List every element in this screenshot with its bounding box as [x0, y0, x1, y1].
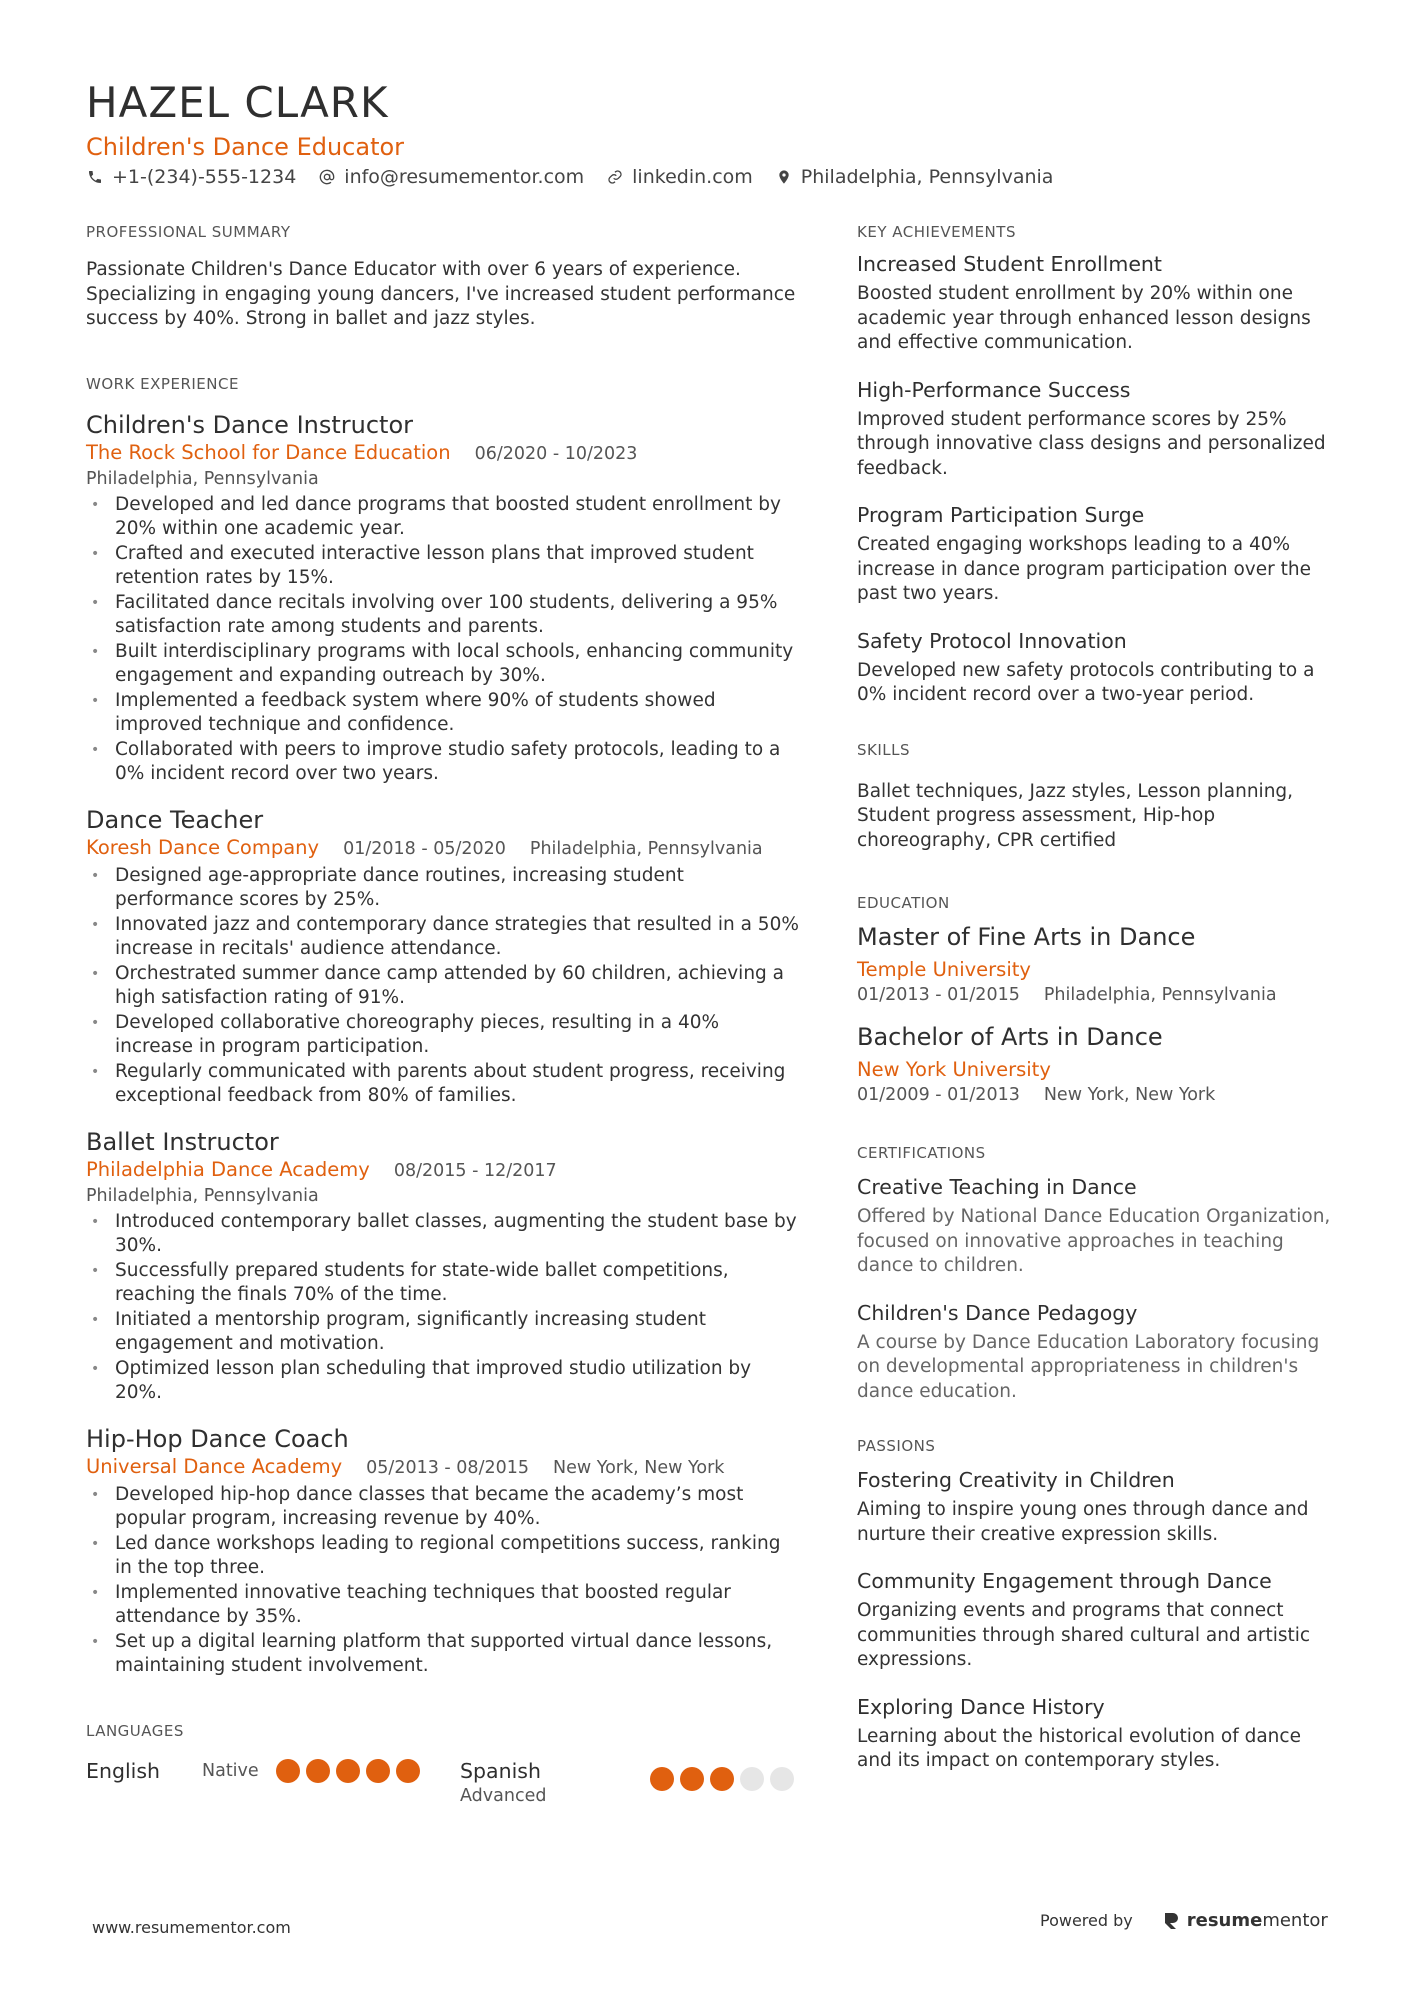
achievements-heading: KEY ACHIEVEMENTS	[857, 223, 1016, 241]
job-location: New York, New York	[553, 1457, 725, 1478]
education-school: New York University	[857, 1058, 1051, 1081]
achievement-desc: Developed new safety protocols contributing to a 0% incident record over a two-year period.	[857, 659, 1315, 705]
language-item	[86, 1757, 460, 1785]
achievement-item	[857, 376, 1337, 482]
achievement-item	[857, 627, 1337, 708]
at-icon	[318, 168, 336, 186]
job-meta	[86, 1454, 800, 1481]
job-entry	[86, 410, 800, 787]
rating-dot	[710, 1767, 734, 1791]
certification-item	[857, 1173, 1337, 1279]
job-meta	[86, 1157, 800, 1184]
job-meta	[86, 835, 800, 862]
job-bullet: • Successfully prepared students for state-wide ballet competitions, reaching the finals 70% of the time.	[86, 1259, 800, 1308]
job-bullets	[86, 1210, 800, 1406]
job-bullet: • Orchestrated summer dance camp attended by 60 children, achieving a high satisfaction rating of 91%.	[86, 962, 800, 1011]
job-bullets	[86, 864, 800, 1109]
contact-email[interactable]	[318, 164, 584, 190]
certifications-section	[857, 1141, 1337, 1404]
achievement-title: Increased Student Enrollment	[857, 252, 1162, 276]
job-company: Universal Dance Academy	[86, 1454, 343, 1478]
job-bullet: • Developed hip-hop dance classes that became the academy’s most popular program, increasing revenue by 40%.	[86, 1483, 800, 1532]
job-bullet: • Designed age-appropriate dance routines, increasing student performance scores by 25%.	[86, 864, 800, 913]
job-entry	[86, 805, 800, 1109]
job-bullet: • Initiated a mentorship program, significantly increasing student engagement and motivation.	[86, 1308, 800, 1357]
education-location: Philadelphia, Pennsylvania	[1043, 985, 1277, 1005]
job-company: Philadelphia Dance Academy	[86, 1157, 370, 1181]
footer-website[interactable]: www.resumementor.com	[92, 1918, 291, 1937]
language-level: Advanced	[460, 1785, 547, 1806]
rating-dot	[740, 1767, 764, 1791]
education-location: New York, New York	[1043, 1085, 1216, 1105]
education-dates: 01/2013 - 01/2015	[857, 985, 1020, 1005]
powered-by-text: Powered by	[1040, 1911, 1133, 1930]
certification-desc: Offered by National Dance Education Organization, focused on innovative approaches in teaching dance to children.	[857, 1206, 1331, 1276]
job-dates: 01/2018 - 05/2020	[343, 838, 506, 859]
left-column	[86, 220, 800, 1807]
passion-desc: Organizing events and programs that connect communities through shared cultural and artistic expressions.	[857, 1600, 1311, 1670]
job-bullet: • Facilitated dance recitals involving over 100 students, delivering a 95% satisfaction rate among students and parents.	[86, 591, 800, 640]
job-bullet: • Crafted and executed interactive lesson plans that improved student retention rates by 15%.	[86, 542, 800, 591]
rating-dot	[396, 1759, 420, 1783]
achievement-desc: Created engaging workshops leading to a 40% increase in dance program participation over the past two years.	[857, 534, 1311, 604]
rating-dot	[650, 1767, 674, 1791]
experience-heading: WORK EXPERIENCE	[86, 374, 239, 393]
job-entry	[86, 1127, 800, 1406]
contact-location	[775, 164, 1054, 190]
language-name: Spanish	[460, 1758, 541, 1783]
achievement-title: Program Participation Surge	[857, 503, 1145, 527]
job-bullet: • Innovated jazz and contemporary dance strategies that resulted in a 50% increase in recitals' audience attendance.	[86, 913, 800, 962]
education-meta	[857, 983, 1337, 1007]
certifications-heading: CERTIFICATIONS	[857, 1144, 986, 1162]
achievement-item	[857, 501, 1337, 607]
job-dates: 06/2020 - 10/2023	[474, 443, 638, 464]
rating-dot	[336, 1759, 360, 1783]
contact-phone[interactable]	[86, 164, 296, 190]
education-meta	[857, 1083, 1337, 1107]
certification-item	[857, 1299, 1337, 1405]
job-dates: 08/2015 - 12/2017	[393, 1160, 557, 1181]
job-bullet: • Optimized lesson plan scheduling that improved studio utilization by 20%.	[86, 1357, 800, 1406]
achievement-item	[857, 250, 1337, 356]
languages-heading: LANGUAGES	[86, 1721, 184, 1740]
job-bullet: • Implemented a feedback system where 90% of students showed improved technique and confidence.	[86, 689, 800, 738]
brand-bold: resume	[1186, 1910, 1263, 1931]
achievement-desc: Improved student performance scores by 25% through innovative class designs and personalized feedback.	[857, 408, 1326, 479]
resumementor-logo-icon	[1163, 1911, 1181, 1931]
job-location: Philadelphia, Pennsylvania	[86, 1185, 319, 1206]
language-level: Native	[202, 1760, 259, 1781]
job-location: Philadelphia, Pennsylvania	[86, 468, 319, 489]
language-name: English	[86, 1758, 161, 1783]
education-section	[857, 891, 1337, 1107]
right-column	[857, 220, 1337, 1812]
contact-bar	[86, 164, 1075, 190]
brand-logo[interactable]	[1163, 1910, 1328, 1931]
education-heading: EDUCATION	[857, 894, 950, 912]
job-bullet: • Introduced contemporary ballet classes, augmenting the student base by 30%.	[86, 1210, 800, 1259]
passion-desc: Aiming to inspire young ones through dance and nurture their creative expression skills.	[857, 1499, 1309, 1545]
passions-section	[857, 1434, 1337, 1774]
skills-text: Ballet techniques, Jazz styles, Lesson planning, Student progress assessment, Hip-hop choreography, CPR certified	[857, 780, 1294, 851]
education-item	[857, 921, 1337, 1007]
job-entry	[86, 1424, 800, 1679]
certification-desc: A course by Dance Education Laboratory focusing on developmental appropriateness in children's dance education.	[857, 1331, 1320, 1402]
job-bullet: • Implemented innovative teaching techniques that boosted regular attendance by 35%.	[86, 1581, 800, 1630]
summary-heading: PROFESSIONAL SUMMARY	[86, 223, 291, 241]
linkedin-text: linkedin.com	[632, 166, 753, 188]
skills-heading: SKILLS	[857, 740, 911, 759]
language-rating	[276, 1757, 426, 1785]
education-school: Temple University	[857, 958, 1031, 981]
rating-dot	[366, 1759, 390, 1783]
brand-thin: mentor	[1262, 1910, 1328, 1931]
link-icon	[606, 168, 624, 186]
passion-desc: Learning about the historical evolution of dance and its impact on contemporary styles.	[857, 1725, 1301, 1771]
job-bullet: • Led dance workshops leading to regional competitions success, ranking in the top three.	[86, 1532, 800, 1581]
job-bullet: • Regularly communicated with parents about student progress, receiving exceptional feedback from 80% of families.	[86, 1060, 800, 1109]
job-bullets	[86, 493, 800, 787]
skills-section	[857, 738, 1337, 854]
achievement-desc: Boosted student enrollment by 20% within one academic year through enhanced lesson designs and effective communication.	[857, 283, 1311, 353]
job-title: Ballet Instructor	[86, 1127, 279, 1156]
languages-list	[86, 1757, 800, 1807]
rating-dot	[770, 1767, 794, 1791]
passion-item	[857, 1466, 1337, 1547]
job-bullets	[86, 1483, 800, 1679]
achievements-section	[857, 220, 1337, 708]
contact-linkedin[interactable]	[606, 164, 753, 190]
rating-dot	[306, 1759, 330, 1783]
footer-powered	[1040, 1910, 1328, 1931]
job-bullet: • Built interdisciplinary programs with local schools, enhancing community engagement and expanding outreach by 30%.	[86, 640, 800, 689]
job-bullet: • Developed collaborative choreography pieces, resulting in a 40% increase in program participation.	[86, 1011, 800, 1060]
job-bullet: • Developed and led dance programs that boosted student enrollment by 20% within one academic year.	[86, 493, 800, 542]
job-title: Children's Dance Instructor	[86, 410, 414, 439]
location-text: Philadelphia, Pennsylvania	[800, 166, 1054, 188]
job-title: Dance Teacher	[86, 805, 264, 834]
passion-item	[857, 1693, 1337, 1774]
education-degree: Bachelor of Arts in Dance	[857, 1023, 1163, 1051]
language-item	[460, 1757, 800, 1807]
achievement-title: Safety Protocol Innovation	[857, 628, 1127, 653]
location-pin-icon	[775, 168, 793, 186]
passion-title: Fostering Creativity in Children	[857, 1468, 1175, 1492]
phone-text: +1-(234)-555-1234	[112, 166, 297, 188]
passion-title: Community Engagement through Dance	[857, 1569, 1272, 1593]
education-dates: 01/2009 - 01/2013	[857, 1085, 1020, 1105]
job-location: Philadelphia, Pennsylvania	[529, 838, 763, 859]
phone-icon	[86, 168, 104, 186]
passion-title: Exploring Dance History	[857, 1694, 1105, 1719]
education-degree: Master of Fine Arts in Dance	[857, 923, 1196, 951]
certification-title: Children's Dance Pedagogy	[857, 1300, 1138, 1325]
job-company: The Rock School for Dance Education	[86, 440, 451, 464]
job-title: Hip-Hop Dance Coach	[86, 1424, 349, 1453]
email-text: info@resumementor.com	[344, 166, 585, 188]
language-rating	[650, 1765, 800, 1793]
candidate-name: HAZEL CLARK	[86, 78, 389, 127]
achievement-title: High-Performance Success	[857, 377, 1131, 402]
summary-text: Passionate Children's Dance Educator with over 6 years of experience. Specializing in engaging young dancers, I've increased student performance success by 40%. Strong in ballet and jazz styles.	[86, 259, 796, 329]
candidate-title: Children's Dance Educator	[86, 133, 405, 161]
job-bullet: • Set up a digital learning platform that supported virtual dance lessons, maintaining student involvement.	[86, 1630, 800, 1679]
job-company: Koresh Dance Company	[86, 835, 320, 859]
job-dates: 05/2013 - 08/2015	[366, 1457, 529, 1478]
certification-title: Creative Teaching in Dance	[857, 1175, 1137, 1199]
passion-item	[857, 1567, 1337, 1673]
job-meta	[86, 440, 800, 467]
passions-heading: PASSIONS	[857, 1437, 936, 1455]
job-bullet: • Collaborated with peers to improve studio safety protocols, leading to a 0% incident record over two years.	[86, 738, 800, 787]
education-item	[857, 1021, 1337, 1107]
rating-dot	[276, 1759, 300, 1783]
rating-dot	[680, 1767, 704, 1791]
